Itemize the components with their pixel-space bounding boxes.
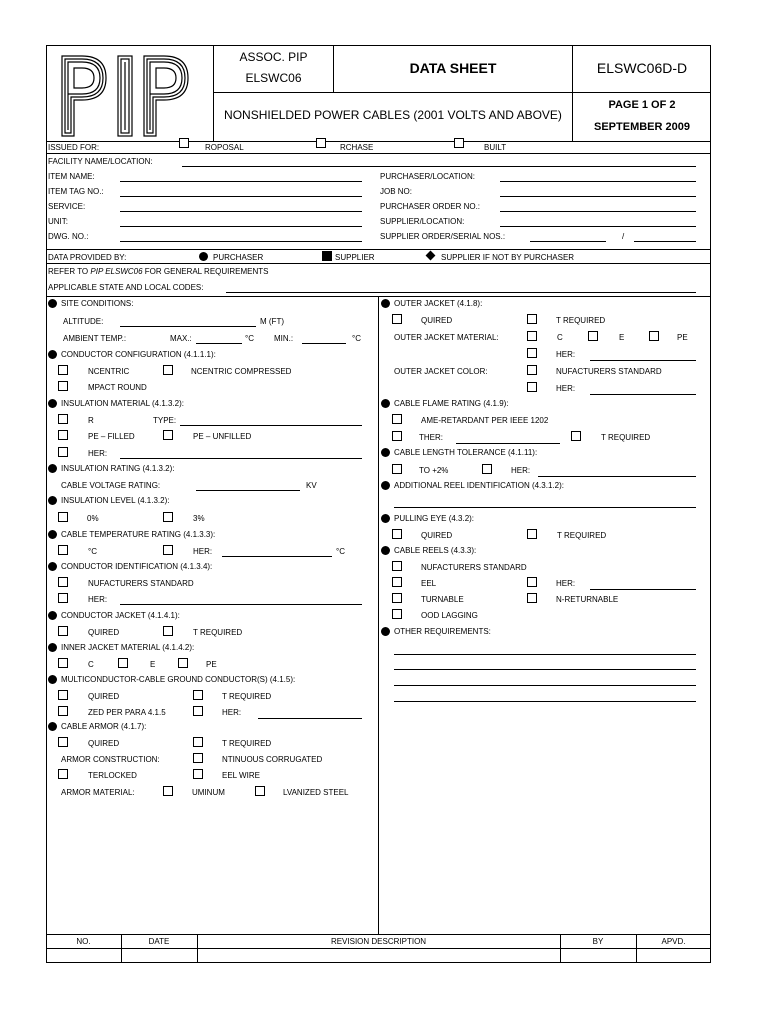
item-tag-label: ITEM TAG NO.:: [48, 187, 104, 196]
inner-jacket: INNER JACKET MATERIAL (4.1.4.2):: [61, 643, 195, 652]
kv-unit: KV: [306, 481, 317, 490]
bullet-icon: [48, 530, 57, 539]
proposal-label: ROPOSAL: [205, 143, 244, 152]
bullet-icon: [48, 722, 57, 731]
altitude-field[interactable]: [120, 326, 256, 327]
m-ft-unit: M (FT): [260, 317, 284, 326]
oj-material-label: OUTER JACKET MATERIAL:: [394, 333, 499, 342]
bullet-icon: [381, 514, 390, 523]
bullet-icon: [48, 562, 57, 571]
type-label: TYPE:: [153, 416, 177, 425]
armor-not-required-label: T REQUIRED: [222, 739, 272, 748]
supplier-location-field[interactable]: [500, 226, 696, 227]
cj-required-label: QUIRED: [88, 628, 120, 637]
temp-rating: CABLE TEMPERATURE RATING (4.1.3.3):: [61, 530, 216, 539]
legend-label: DATA PROVIDED BY:: [48, 253, 127, 262]
legend-supplier-if: SUPPLIER IF NOT BY PURCHASER: [441, 253, 575, 262]
issue-date: SEPTEMBER 2009: [594, 121, 690, 133]
site-conditions: SITE CONDITIONS:: [61, 299, 134, 308]
insulation-material: INSULATION MATERIAL (4.1.3.2):: [61, 399, 184, 408]
oj-xlpe-label: PE: [677, 333, 688, 342]
purchaser-order-label: PURCHASER ORDER NO.:: [380, 202, 481, 211]
gc-other-label: HER:: [222, 708, 242, 717]
purchase-checkbox[interactable]: [316, 138, 326, 148]
oj-required-checkbox[interactable]: [392, 314, 402, 324]
aluminum-label: UMINUM: [192, 788, 225, 797]
other-req-line[interactable]: [394, 669, 696, 670]
conductor-ident: CONDUCTOR IDENTIFICATION (4.1.3.4):: [61, 562, 213, 571]
cable-reels: CABLE REELS (4.3.3):: [394, 546, 477, 555]
bullet-icon: [381, 627, 390, 636]
ij-cpe-checkbox[interactable]: [118, 658, 128, 668]
compact-round-checkbox[interactable]: [58, 381, 68, 391]
insulation-rating: INSULATION RATING (4.1.3.2):: [61, 464, 175, 473]
oj-other-checkbox[interactable]: [527, 348, 537, 358]
purchaser-location-field[interactable]: [500, 181, 696, 182]
pe-required-label: QUIRED: [421, 531, 453, 540]
other-req-line[interactable]: [394, 701, 696, 702]
continuous-corrugated-label: NTINUOUS CORRUGATED: [222, 755, 323, 764]
dwg-field[interactable]: [120, 241, 362, 242]
reels-other-field[interactable]: [590, 589, 696, 590]
aluminum-checkbox[interactable]: [163, 786, 173, 796]
supplier-order-label: SUPPLIER ORDER/SERIAL NOS.:: [380, 232, 506, 241]
reels-mfr-checkbox[interactable]: [392, 561, 402, 571]
facility-field[interactable]: [182, 166, 696, 167]
xlpe-unfilled-checkbox[interactable]: [163, 430, 173, 440]
concentric-compressed-checkbox[interactable]: [163, 365, 173, 375]
flame-retardant-checkbox[interactable]: [392, 414, 402, 424]
as-built-label: BUILT: [484, 143, 507, 152]
item-name-label: ITEM NAME:: [48, 172, 95, 181]
rev-no-header: NO.: [76, 937, 91, 946]
concentric-checkbox[interactable]: [58, 365, 68, 375]
oj-not-required-label: T REQUIRED: [556, 316, 606, 325]
oj-pvc-checkbox[interactable]: [527, 331, 537, 341]
other-req-line[interactable]: [394, 654, 696, 655]
epr-label: R: [88, 416, 94, 425]
interlocked-label: TERLOCKED: [88, 771, 137, 780]
gc-sized-checkbox[interactable]: [58, 706, 68, 716]
bullet-icon: [48, 399, 57, 408]
temp-other-checkbox[interactable]: [163, 545, 173, 555]
concentric-label: NCENTRIC: [88, 367, 130, 376]
bullet-icon: [48, 496, 57, 505]
revision-table: [46, 934, 711, 935]
flame-other-field[interactable]: [456, 443, 560, 444]
ambient-label: AMBIENT TEMP.:: [63, 334, 127, 343]
cj-not-required-label: T REQUIRED: [193, 628, 243, 637]
legend-purchaser: PURCHASER: [213, 253, 264, 262]
flame-other-label: THER:: [419, 433, 443, 442]
service-field[interactable]: [120, 211, 362, 212]
refer-line: REFER TO PIP ELSWC06 FOR GENERAL REQUIREMENTS: [48, 267, 269, 276]
service-label: SERVICE:: [48, 202, 86, 211]
bullet-icon: [48, 611, 57, 620]
cj-required-checkbox[interactable]: [58, 626, 68, 636]
xlpe-unfilled-label: PE – UNFILLED: [193, 432, 252, 441]
slash: /: [622, 232, 625, 241]
purchaser-order-field[interactable]: [500, 211, 696, 212]
pe-required-checkbox[interactable]: [392, 529, 402, 539]
level-100-label: 0%: [87, 514, 99, 523]
pulling-eye: PULLING EYE (4.3.2):: [394, 514, 475, 523]
job-no-field[interactable]: [500, 196, 696, 197]
oj-other-field[interactable]: [590, 360, 696, 361]
proposal-checkbox[interactable]: [179, 138, 189, 148]
steel-wire-checkbox[interactable]: [193, 769, 203, 779]
compact-round-label: MPACT ROUND: [88, 383, 147, 392]
temp-90-label: °C: [88, 547, 97, 556]
level-133-label: 3%: [193, 514, 205, 523]
reel-identification: ADDITIONAL REEL IDENTIFICATION (4.3.1.2):: [394, 481, 564, 490]
continuous-corrugated-checkbox[interactable]: [193, 753, 203, 763]
galvanized-label: LVANIZED STEEL: [283, 788, 349, 797]
oj-xlpe-checkbox[interactable]: [649, 331, 659, 341]
ins-other-checkbox[interactable]: [58, 447, 68, 457]
subtitle: NONSHIELDED POWER CABLES (2001 VOLTS AND ABOVE): [224, 108, 562, 122]
ident-mfr-std-label: NUFACTURERS STANDARD: [88, 579, 194, 588]
ident-mfr-std-checkbox[interactable]: [58, 577, 68, 587]
epr-checkbox[interactable]: [58, 414, 68, 424]
oj-color-label: OUTER JACKET COLOR:: [394, 367, 488, 376]
purchaser-location-label: PURCHASER/LOCATION:: [380, 172, 475, 181]
oj-color-other-checkbox[interactable]: [527, 382, 537, 392]
rev-desc-header: REVISION DESCRIPTION: [330, 937, 427, 946]
supplier-order-field[interactable]: [530, 241, 606, 242]
flame-not-required-checkbox[interactable]: [571, 431, 581, 441]
assoc-line1: ASSOC. PIP: [239, 50, 308, 64]
insulation-level: INSULATION LEVEL (4.1.3.2):: [61, 496, 170, 505]
conductor-config: CONDUCTOR CONFIGURATION (4.1.1.1):: [61, 350, 216, 359]
reel-id-field[interactable]: [394, 507, 696, 508]
bullet-icon: [48, 299, 57, 308]
column-divider: [378, 296, 379, 934]
dwg-label: DWG. NO.:: [48, 232, 89, 241]
pe-not-required-label: T REQUIRED: [557, 531, 607, 540]
supplier-square-icon: [322, 251, 332, 261]
oj-cpe-checkbox[interactable]: [588, 331, 598, 341]
purchase-label: RCHASE: [340, 143, 374, 152]
concentric-compressed-label: NCENTRIC COMPRESSED: [191, 367, 292, 376]
steel-wire-label: EEL WIRE: [222, 771, 260, 780]
oj-cpe-label: E: [619, 333, 625, 342]
bullet-icon: [381, 299, 390, 308]
ground-conductor: MULTICONDUCTOR-CABLE GROUND CONDUCTOR(S) (4.1.5):: [61, 675, 296, 684]
other-requirements: OTHER REQUIREMENTS:: [394, 627, 491, 636]
tol-label: TO +2%: [419, 466, 449, 475]
xlpe-filled-label: PE – FILLED: [88, 432, 135, 441]
temp-other-label: HER:: [193, 547, 213, 556]
assoc-line2: ELSWC06: [245, 71, 302, 85]
supplier-location-label: SUPPLIER/LOCATION:: [380, 217, 465, 226]
tol-checkbox[interactable]: [392, 464, 402, 474]
bullet-icon: [381, 448, 390, 457]
oj-other-label: HER:: [556, 350, 576, 359]
armor-required-label: QUIRED: [88, 739, 120, 748]
gc-other-checkbox[interactable]: [193, 706, 203, 716]
bullet-icon: [48, 675, 57, 684]
ij-cpe-label: E: [150, 660, 156, 669]
oj-color-mfr-checkbox[interactable]: [527, 365, 537, 375]
deg-c-1: °C: [245, 334, 254, 343]
rev-apvd-header: APVD.: [661, 937, 686, 946]
page-number: PAGE 1 OF 2: [608, 99, 676, 111]
issued-label: ISSUED FOR:: [48, 143, 100, 152]
reels-steel-label: EEL: [421, 579, 437, 588]
item-tag-field[interactable]: [120, 196, 362, 197]
flame-rating: CABLE FLAME RATING (4.1.9):: [394, 399, 509, 408]
min-temp-field[interactable]: [302, 343, 346, 344]
galvanized-checkbox[interactable]: [255, 786, 265, 796]
other-req-line[interactable]: [394, 685, 696, 686]
doc-number: ELSWC06D-D: [596, 60, 688, 76]
returnable-checkbox[interactable]: [392, 593, 402, 603]
bullet-icon: [48, 643, 57, 652]
serial-nos-field[interactable]: [634, 241, 696, 242]
purchaser-dot-icon: [199, 252, 208, 261]
deg-c-4: °C: [336, 547, 345, 556]
job-no-label: JOB NO:: [380, 187, 413, 196]
non-returnable-checkbox[interactable]: [527, 593, 537, 603]
non-returnable-label: N-RETURNABLE: [556, 595, 619, 604]
type-field[interactable]: [180, 425, 362, 426]
tol-other-label: HER:: [511, 466, 531, 475]
armor-material-label: ARMOR MATERIAL:: [61, 788, 135, 797]
flame-other-checkbox[interactable]: [392, 431, 402, 441]
cable-voltage-label: CABLE VOLTAGE RATING:: [61, 481, 161, 490]
facility-label: FACILITY NAME/LOCATION:: [48, 157, 153, 166]
length-tolerance: CABLE LENGTH TOLERANCE (4.1.11):: [394, 448, 538, 457]
temp-other-field[interactable]: [222, 556, 332, 557]
armor-not-required-checkbox[interactable]: [193, 737, 203, 747]
oj-color-other-field[interactable]: [590, 394, 696, 395]
level-133-checkbox[interactable]: [163, 512, 173, 522]
ij-pvc-label: C: [88, 660, 94, 669]
rev-by-header: BY: [592, 937, 604, 946]
oj-required-label: QUIRED: [421, 316, 453, 325]
gc-required-checkbox[interactable]: [58, 690, 68, 700]
reels-steel-checkbox[interactable]: [392, 577, 402, 587]
pip-logo: [50, 48, 212, 140]
ij-xlpe-checkbox[interactable]: [178, 658, 188, 668]
altitude-label: ALTITUDE:: [63, 317, 104, 326]
bullet-icon: [48, 464, 57, 473]
oj-not-required-checkbox[interactable]: [527, 314, 537, 324]
reels-other-checkbox[interactable]: [527, 577, 537, 587]
wood-lagging-checkbox[interactable]: [392, 609, 402, 619]
oj-color-other-label: HER:: [556, 384, 576, 393]
unit-field[interactable]: [120, 226, 362, 227]
gc-not-required-checkbox[interactable]: [193, 690, 203, 700]
page-title: DATA SHEET: [409, 60, 497, 76]
ins-other-field[interactable]: [120, 458, 362, 459]
gc-not-required-label: T REQUIRED: [222, 692, 272, 701]
as-built-checkbox[interactable]: [454, 138, 464, 148]
cable-armor: CABLE ARMOR (4.1.7):: [61, 722, 147, 731]
cable-voltage-field[interactable]: [196, 490, 300, 491]
reels-mfr-label: NUFACTURERS STANDARD: [421, 563, 527, 572]
pe-not-required-checkbox[interactable]: [527, 529, 537, 539]
wood-lagging-label: OOD LAGGING: [421, 611, 478, 620]
item-name-field[interactable]: [120, 181, 362, 182]
bullet-icon: [381, 481, 390, 490]
tol-other-checkbox[interactable]: [482, 464, 492, 474]
conductor-jacket: CONDUCTOR JACKET (4.1.4.1):: [61, 611, 180, 620]
ins-other-label: HER:: [88, 449, 108, 458]
flame-retardant-label: AME-RETARDANT PER IEEE 1202: [421, 416, 549, 425]
bullet-icon: [381, 546, 390, 555]
ij-pvc-checkbox[interactable]: [58, 658, 68, 668]
outer-jacket: OUTER JACKET (4.1.8):: [394, 299, 483, 308]
flame-not-required-label: T REQUIRED: [601, 433, 651, 442]
codes-field[interactable]: [226, 292, 696, 293]
ident-other-field[interactable]: [120, 604, 362, 605]
unit-label: UNIT:: [48, 217, 68, 226]
interlocked-checkbox[interactable]: [58, 769, 68, 779]
xlpe-filled-checkbox[interactable]: [58, 430, 68, 440]
rev-date-header: DATE: [148, 937, 170, 946]
deg-c-2: °C: [352, 334, 361, 343]
ident-other-checkbox[interactable]: [58, 593, 68, 603]
armor-required-checkbox[interactable]: [58, 737, 68, 747]
oj-color-mfr-label: NUFACTURERS STANDARD: [556, 367, 662, 376]
max-label: MAX.:: [170, 334, 192, 343]
bullet-icon: [381, 399, 390, 408]
legend-supplier: SUPPLIER: [335, 253, 375, 262]
oj-pvc-label: C: [557, 333, 563, 342]
tol-other-field[interactable]: [538, 476, 696, 477]
min-label: MIN.:: [274, 334, 294, 343]
level-100-checkbox[interactable]: [58, 512, 68, 522]
cj-not-required-checkbox[interactable]: [163, 626, 173, 636]
gc-required-label: QUIRED: [88, 692, 120, 701]
ident-other-label: HER:: [88, 595, 108, 604]
gc-other-field[interactable]: [258, 718, 362, 719]
max-temp-field[interactable]: [196, 343, 242, 344]
returnable-label: TURNABLE: [421, 595, 464, 604]
armor-construction-label: ARMOR CONSTRUCTION:: [61, 755, 160, 764]
ij-xlpe-label: PE: [206, 660, 217, 669]
reels-other-label: HER:: [556, 579, 576, 588]
gc-sized-label: ZED PER PARA 4.1.5: [88, 708, 166, 717]
temp-90-checkbox[interactable]: [58, 545, 68, 555]
bullet-icon: [48, 350, 57, 359]
codes-label: APPLICABLE STATE AND LOCAL CODES:: [48, 283, 204, 292]
